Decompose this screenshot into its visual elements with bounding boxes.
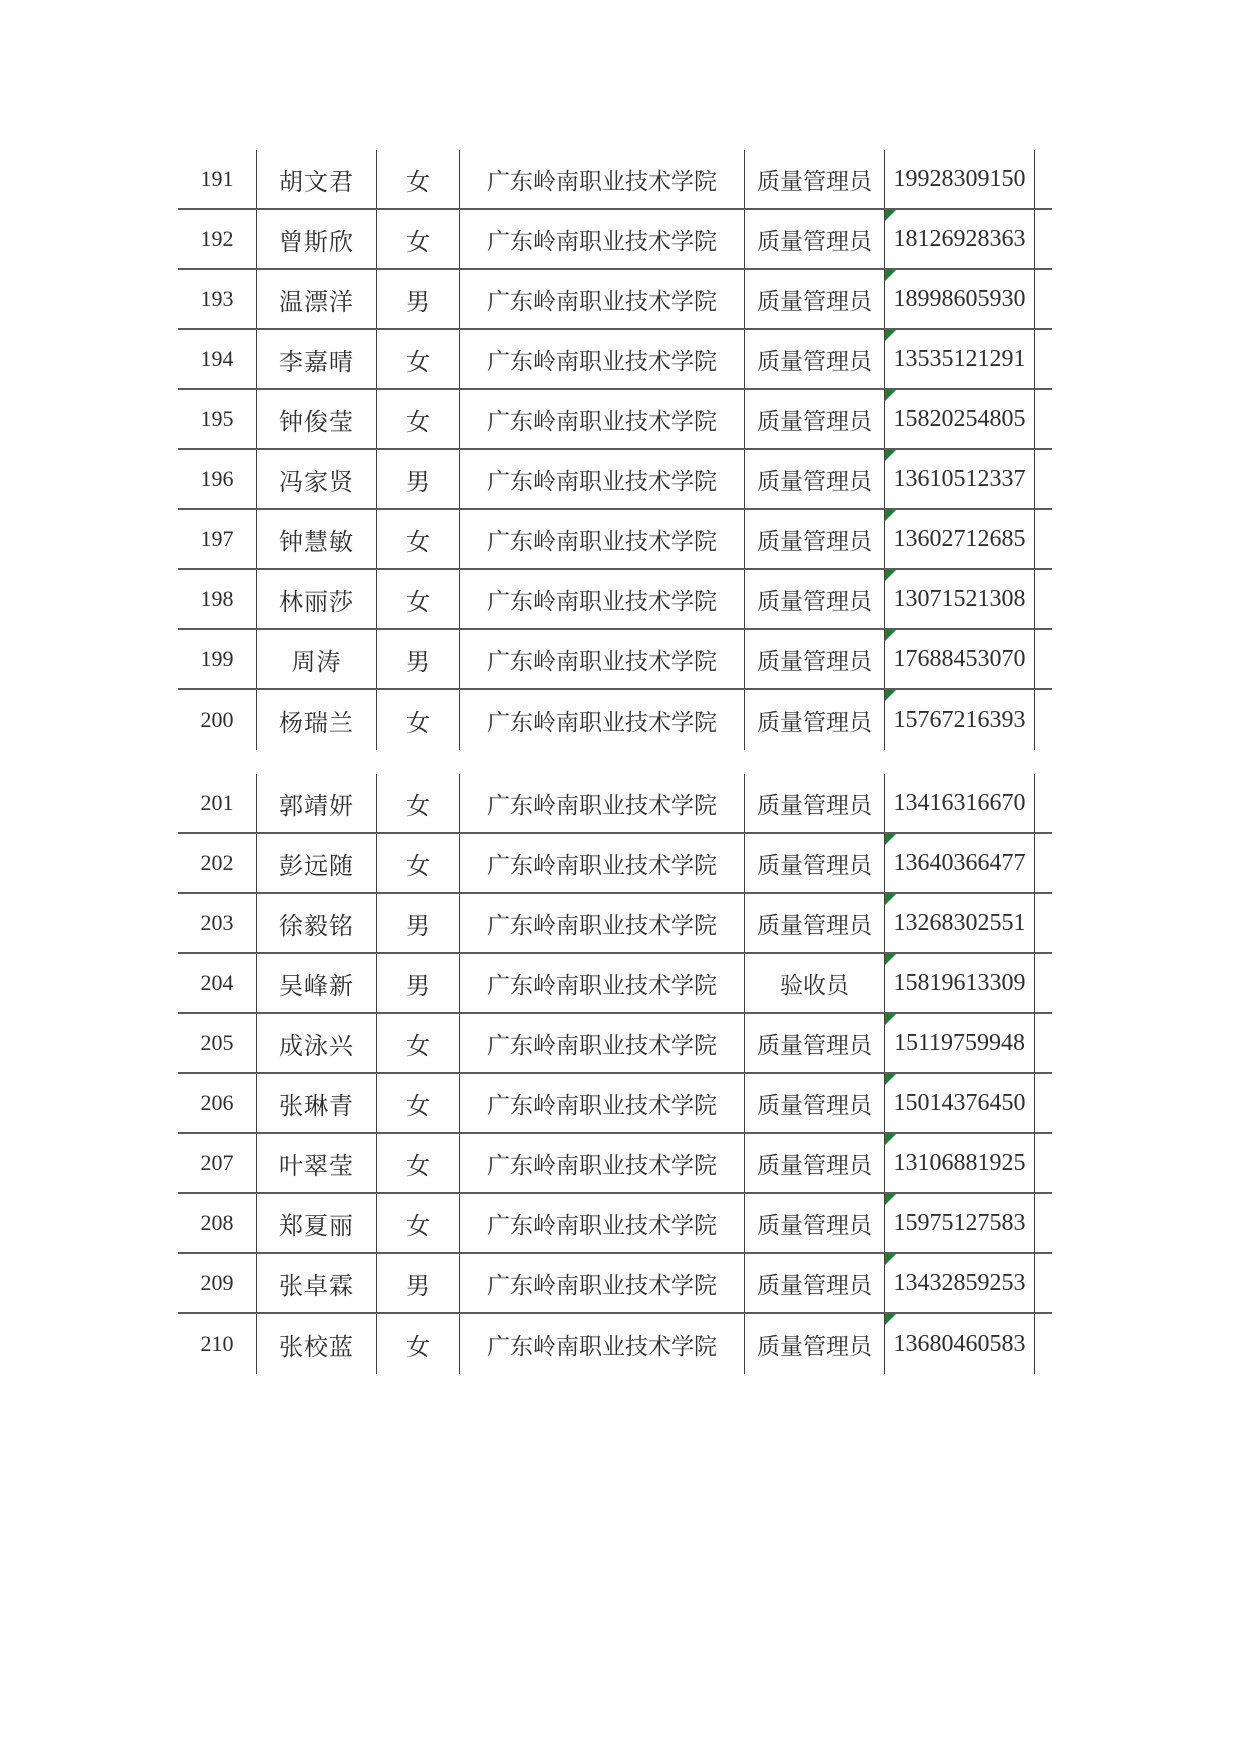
phone-number-text: 15975127583 [893,1209,1026,1236]
cell-phone [885,1134,1035,1192]
cell-institution: 广东岭南职业技术学院 [460,1254,745,1312]
cell-institution: 广东岭南职业技术学院 [460,390,745,448]
cell-phone [885,894,1035,952]
cell-index: 194 [178,330,257,388]
cell-gender: 女 [377,510,460,568]
cell-role: 质量管理员 [745,1134,885,1192]
cell-institution: 广东岭南职业技术学院 [460,210,745,268]
cell-name: 郑夏丽 [257,1194,377,1252]
cell-phone [885,390,1035,448]
cell-gender: 男 [377,270,460,328]
cell-gender: 女 [377,390,460,448]
cell-institution: 广东岭南职业技术学院 [460,330,745,388]
cell-institution: 广东岭南职业技术学院 [460,1314,745,1374]
cell-index: 209 [178,1254,257,1312]
cell-right-stub [1035,1194,1052,1252]
roster-table-part-1 [178,150,1052,750]
number-stored-as-text-flag-icon [885,1194,896,1205]
cell-institution: 广东岭南职业技术学院 [460,150,745,208]
cell-right-stub [1035,210,1052,268]
number-stored-as-text-flag-icon [885,894,896,905]
cell-role: 质量管理员 [745,1074,885,1132]
table-row [178,450,1052,510]
cell-institution: 广东岭南职业技术学院 [460,894,745,952]
cell-index: 196 [178,450,257,508]
cell-gender: 女 [377,1074,460,1132]
number-stored-as-text-flag-icon [885,1314,896,1325]
cell-right-stub [1035,954,1052,1012]
table-row [178,390,1052,450]
cell-index: 207 [178,1134,257,1192]
cell-role: 质量管理员 [745,210,885,268]
cell-role: 质量管理员 [745,1254,885,1312]
cell-right-stub [1035,390,1052,448]
number-stored-as-text-flag-icon [885,630,896,641]
cell-phone [885,450,1035,508]
cell-role: 验收员 [745,954,885,1012]
table-row [178,330,1052,390]
cell-index: 200 [178,690,257,750]
cell-right-stub [1035,774,1052,832]
cell-name: 吴峰新 [257,954,377,1012]
cell-gender: 女 [377,330,460,388]
cell-institution: 广东岭南职业技术学院 [460,954,745,1012]
cell-gender: 女 [377,774,460,832]
cell-name: 张卓霖 [257,1254,377,1312]
table-row [178,954,1052,1014]
cell-institution: 广东岭南职业技术学院 [460,510,745,568]
cell-gender: 女 [377,210,460,268]
phone-number-text: 18126928363 [893,225,1026,252]
phone-number-text: 18998605930 [893,285,1026,312]
cell-phone [885,1074,1035,1132]
number-stored-as-text-flag-icon [885,1254,896,1265]
cell-phone [885,510,1035,568]
cell-institution: 广东岭南职业技术学院 [460,270,745,328]
cell-role: 质量管理员 [745,270,885,328]
cell-index: 204 [178,954,257,1012]
number-stored-as-text-flag-icon [885,690,896,701]
cell-name: 冯家贤 [257,450,377,508]
cell-index: 208 [178,1194,257,1252]
number-stored-as-text-flag-icon [885,390,896,401]
cell-institution: 广东岭南职业技术学院 [460,570,745,628]
cell-right-stub [1035,510,1052,568]
cell-name: 李嘉晴 [257,330,377,388]
cell-gender: 男 [377,894,460,952]
cell-phone [885,1254,1035,1312]
phone-number-text: 13610512337 [893,465,1026,492]
table-row [178,1194,1052,1254]
cell-index: 203 [178,894,257,952]
cell-role: 质量管理员 [745,894,885,952]
cell-phone [885,1314,1035,1374]
cell-index: 193 [178,270,257,328]
number-stored-as-text-flag-icon [885,1074,896,1085]
cell-phone [885,210,1035,268]
table-row [178,1134,1052,1194]
table-row [178,510,1052,570]
cell-right-stub [1035,330,1052,388]
phone-number-text: 15119759948 [893,1029,1026,1056]
cell-right-stub [1035,894,1052,952]
phone-number-text: 15820254805 [893,405,1026,432]
cell-gender: 男 [377,630,460,688]
cell-role: 质量管理员 [745,450,885,508]
cell-index: 197 [178,510,257,568]
cell-phone [885,570,1035,628]
cell-right-stub [1035,630,1052,688]
cell-name: 林丽莎 [257,570,377,628]
cell-phone [885,630,1035,688]
cell-institution: 广东岭南职业技术学院 [460,834,745,892]
cell-index: 201 [178,774,257,832]
table-row [178,570,1052,630]
table-row [178,1254,1052,1314]
cell-gender: 男 [377,954,460,1012]
cell-phone [885,690,1035,750]
phone-number-text: 13106881925 [893,1149,1026,1176]
number-stored-as-text-flag-icon [885,450,896,461]
table-row [178,210,1052,270]
cell-gender: 女 [377,834,460,892]
cell-right-stub [1035,1254,1052,1312]
cell-phone [885,1194,1035,1252]
cell-index: 199 [178,630,257,688]
cell-right-stub [1035,1014,1052,1072]
number-stored-as-text-flag-icon [885,330,896,341]
cell-index: 210 [178,1314,257,1374]
phone-number-text: 13680460583 [893,1330,1026,1357]
number-stored-as-text-flag-icon [885,210,896,221]
cell-institution: 广东岭南职业技术学院 [460,1134,745,1192]
cell-right-stub [1035,834,1052,892]
cell-name: 成泳兴 [257,1014,377,1072]
cell-phone [885,1014,1035,1072]
phone-number-text: 15767216393 [893,706,1026,733]
cell-name: 杨瑞兰 [257,690,377,750]
cell-right-stub [1035,150,1052,208]
cell-institution: 广东岭南职业技术学院 [460,1014,745,1072]
cell-index: 202 [178,834,257,892]
cell-role: 质量管理员 [745,330,885,388]
cell-role: 质量管理员 [745,510,885,568]
cell-institution: 广东岭南职业技术学院 [460,450,745,508]
number-stored-as-text-flag-icon [885,570,896,581]
cell-phone [885,330,1035,388]
cell-role: 质量管理员 [745,150,885,208]
cell-gender: 男 [377,450,460,508]
cell-phone [885,150,1035,208]
cell-role: 质量管理员 [745,834,885,892]
cell-index: 192 [178,210,257,268]
cell-right-stub [1035,570,1052,628]
cell-role: 质量管理员 [745,774,885,832]
cell-name: 钟慧敏 [257,510,377,568]
table-row [178,774,1052,834]
cell-name: 钟俊莹 [257,390,377,448]
cell-name: 胡文君 [257,150,377,208]
phone-number-text: 13432859253 [893,1269,1026,1296]
cell-institution: 广东岭南职业技术学院 [460,774,745,832]
cell-gender: 女 [377,150,460,208]
cell-name: 郭靖妍 [257,774,377,832]
cell-gender: 女 [377,690,460,750]
cell-name: 徐毅铭 [257,894,377,952]
cell-institution: 广东岭南职业技术学院 [460,630,745,688]
phone-number-text: 15014376450 [893,1089,1026,1116]
table-row [178,834,1052,894]
number-stored-as-text-flag-icon [885,270,896,281]
table-row [178,630,1052,690]
phone-number-text: 13268302551 [893,909,1026,936]
number-stored-as-text-flag-icon [885,510,896,521]
phone-number-text: 13535121291 [893,345,1026,372]
cell-gender: 女 [377,570,460,628]
phone-number-text: 19928309150 [893,165,1026,192]
number-stored-as-text-flag-icon [885,954,896,965]
table-row [178,270,1052,330]
table-row [178,1014,1052,1074]
phone-number-text: 13640366477 [893,849,1026,876]
cell-name: 张琳青 [257,1074,377,1132]
cell-role: 质量管理员 [745,390,885,448]
cell-phone [885,270,1035,328]
cell-name: 周涛 [257,630,377,688]
cell-gender: 女 [377,1194,460,1252]
number-stored-as-text-flag-icon [885,1134,896,1145]
cell-right-stub [1035,1134,1052,1192]
cell-index: 206 [178,1074,257,1132]
cell-institution: 广东岭南职业技术学院 [460,1194,745,1252]
cell-gender: 女 [377,1314,460,1374]
cell-role: 质量管理员 [745,570,885,628]
phone-number-text: 13602712685 [893,525,1026,552]
table-row [178,1074,1052,1134]
cell-role: 质量管理员 [745,1014,885,1072]
cell-phone [885,774,1035,832]
cell-institution: 广东岭南职业技术学院 [460,1074,745,1132]
cell-gender: 男 [377,1254,460,1312]
phone-number-text: 17688453070 [893,645,1026,672]
phone-number-text: 15819613309 [893,969,1026,996]
cell-right-stub [1035,1314,1052,1374]
cell-role: 质量管理员 [745,690,885,750]
table-row [178,150,1052,210]
roster-table-part-2 [178,774,1052,1374]
table-row [178,894,1052,954]
cell-gender: 女 [377,1134,460,1192]
phone-number-text: 13416316670 [893,789,1026,816]
cell-role: 质量管理员 [745,1314,885,1374]
cell-phone [885,834,1035,892]
table-row [178,1314,1052,1374]
cell-phone [885,954,1035,1012]
cell-role: 质量管理员 [745,630,885,688]
cell-gender: 女 [377,1014,460,1072]
table-row [178,690,1052,750]
phone-number-text: 13071521308 [893,585,1026,612]
cell-index: 198 [178,570,257,628]
number-stored-as-text-flag-icon [885,1014,896,1025]
cell-name: 张校蓝 [257,1314,377,1374]
cell-role: 质量管理员 [745,1194,885,1252]
cell-name: 温漂洋 [257,270,377,328]
cell-name: 叶翠莹 [257,1134,377,1192]
cell-right-stub [1035,270,1052,328]
cell-index: 195 [178,390,257,448]
cell-right-stub [1035,690,1052,750]
cell-right-stub [1035,450,1052,508]
cell-institution: 广东岭南职业技术学院 [460,690,745,750]
cell-name: 彭远随 [257,834,377,892]
cell-index: 191 [178,150,257,208]
cell-right-stub [1035,1074,1052,1132]
cell-index: 205 [178,1014,257,1072]
cell-name: 曾斯欣 [257,210,377,268]
number-stored-as-text-flag-icon [885,834,896,845]
